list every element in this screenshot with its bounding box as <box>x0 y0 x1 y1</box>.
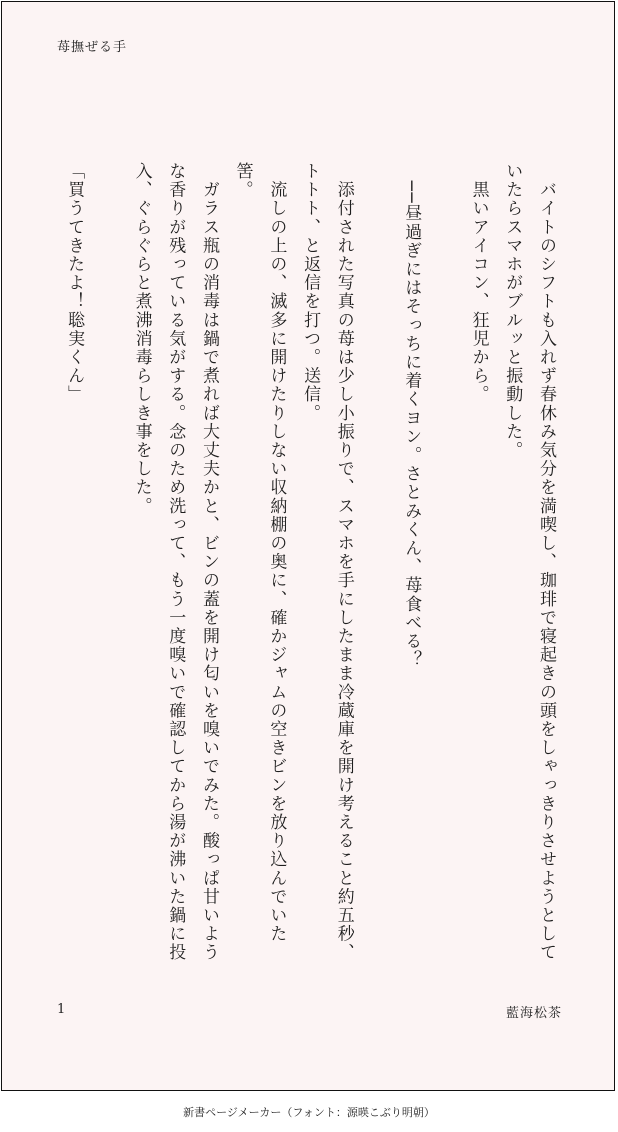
blank-line <box>360 162 394 962</box>
paragraph: 「買うてきたよ！聡実くん」 <box>64 162 85 404</box>
generator-caption: 新書ページメーカー（フォント：源暎こぶり明朝） <box>183 1106 435 1119</box>
paragraph: ──昼過ぎにはそっちに着くヨン。さとみくん、苺食べる？ <box>401 162 422 670</box>
running-header-title: 苺撫ぜる手 <box>57 40 128 55</box>
book-page <box>1 1 615 1091</box>
paragraph: 添付された写真の苺は少し小振りで、スマホを手にしたまま冷蔵庫を開け考えること約五秒、トトト、と返信を打つ。送信。 <box>300 162 354 962</box>
paragraph: バイトのシフトも入れず春休み気分を満喫し、珈琲で寝起きの頭をしゃっきりさせようとしていたらスマホがブルッと振動した。 <box>502 162 556 962</box>
paragraph: 流しの上の、滅多に開けたりしない収納棚の奥に、確かジャムの空きビンを放り込んでいた筈。 <box>232 162 287 944</box>
author-name: 藍海松茶 <box>505 1006 562 1021</box>
vertical-body-text <box>62 162 562 962</box>
page-number: 1 <box>57 1002 66 1017</box>
paragraph: ガラス瓶の消毒は鍋で煮れば大丈夫かと、ビンの蓋を開け匂いを嗅いでみた。酸っぱ甘いような香りが残っている気がする。念のため洗って、もう一度嗅いで確認してから湯が沸いた鍋に投入、ぐらぐらと煮沸消毒らしき事をした。 <box>131 162 219 962</box>
blank-line <box>427 162 461 962</box>
blank-line <box>90 162 124 962</box>
paragraph: 黒いアイコン、狂児から。 <box>468 162 489 404</box>
